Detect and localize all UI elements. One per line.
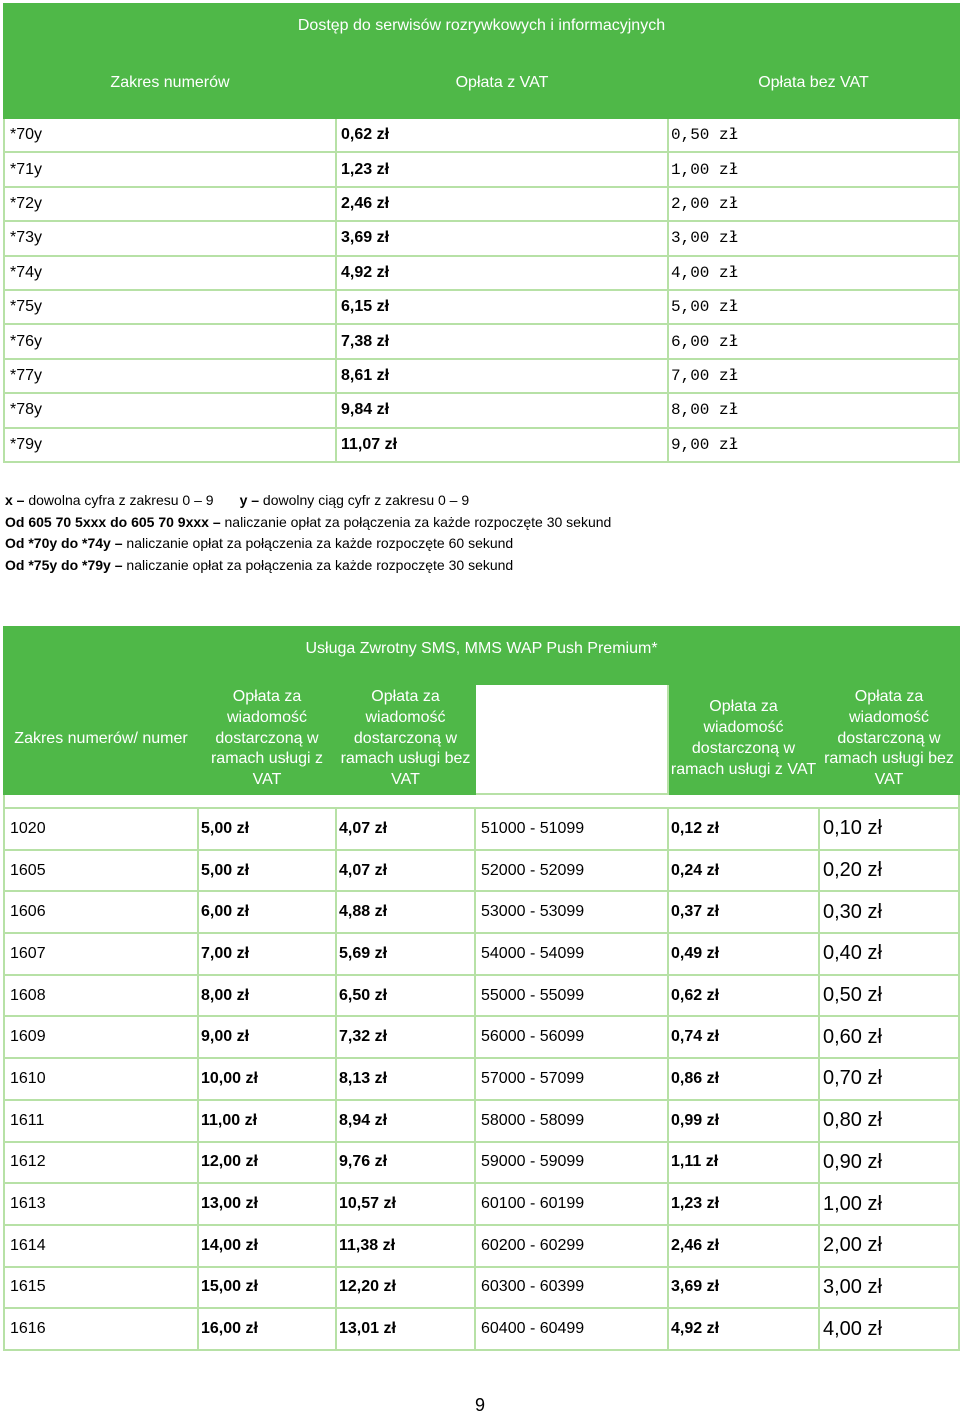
range-cell: 60400 - 60499 xyxy=(475,1308,668,1350)
price-net-cell: 3,00 zł xyxy=(819,1267,959,1309)
price-vat-cell: 0,74 zł xyxy=(668,1016,819,1058)
table-row xyxy=(4,1100,959,1142)
price-net-cell: 0,10 zł xyxy=(819,808,959,850)
price-vat-cell: 7,38 zł xyxy=(336,324,668,358)
note-label: Od *75y do *79y – xyxy=(5,556,123,573)
price-vat-cell: 0,12 zł xyxy=(668,808,819,850)
price-net-cell: 2,00 zł xyxy=(668,187,959,221)
price-vat-cell: 8,00 zł xyxy=(198,975,336,1017)
range-cell: *74y xyxy=(4,256,336,290)
price-vat-cell: 0,86 zł xyxy=(668,1058,819,1100)
table-row xyxy=(4,393,959,427)
note-x-label: x – xyxy=(5,492,25,508)
price-net-cell: 0,70 zł xyxy=(819,1058,959,1100)
price-net-cell: 0,20 zł xyxy=(819,850,959,892)
note-text: naliczanie opłat za połączenia za każde rozpoczęte 30 sekund xyxy=(220,513,612,530)
price-net-cell: 0,30 zł xyxy=(819,891,959,933)
table-row xyxy=(4,290,959,324)
price-vat-cell: 6,15 zł xyxy=(336,290,668,324)
table-row xyxy=(4,933,959,975)
number-cell: 1608 xyxy=(4,975,198,1017)
price-net-cell: 7,32 zł xyxy=(336,1016,475,1058)
note-text: naliczanie opłat za połączenia za każde rozpoczęte 30 sekund xyxy=(122,556,514,573)
price-net-cell: 5,00 zł xyxy=(668,290,959,324)
table2-header-spacer xyxy=(4,670,959,684)
price-net-cell: 2,00 zł xyxy=(819,1225,959,1267)
range-cell: 53000 - 53099 xyxy=(475,891,668,933)
note-label: Od *70y do *74y – xyxy=(5,535,123,551)
table2-title: Usługa Zwrotny SMS, MMS WAP Push Premium* xyxy=(4,627,959,670)
price-vat-cell: 1,23 zł xyxy=(336,152,668,186)
table-row xyxy=(4,808,959,850)
price-vat-cell: 9,00 zł xyxy=(198,1016,336,1058)
note-label: Od 605 70 5xxx do 605 70 9xxx – xyxy=(5,513,221,530)
note-y-label: y – xyxy=(239,492,260,508)
number-cell: 1615 xyxy=(4,1267,198,1309)
number-cell: 1610 xyxy=(4,1058,198,1100)
number-cell: 1020 xyxy=(4,808,198,850)
price-net-cell: 0,80 zł xyxy=(819,1100,959,1142)
table-row xyxy=(4,256,959,290)
range-cell: 51000 - 51099 xyxy=(475,808,668,850)
price-net-cell: 1,00 zł xyxy=(668,152,959,186)
range-cell: *73y xyxy=(4,221,336,255)
price-vat-cell: 0,49 zł xyxy=(668,933,819,975)
price-vat-cell: 0,62 zł xyxy=(668,975,819,1017)
range-cell: 52000 - 52099 xyxy=(475,850,668,892)
price-vat-cell: 2,46 zł xyxy=(336,187,668,221)
price-vat-cell: 3,69 zł xyxy=(336,221,668,255)
note-line xyxy=(5,533,955,555)
price-vat-cell: 0,99 zł xyxy=(668,1100,819,1142)
price-vat-cell: 3,69 zł xyxy=(668,1267,819,1309)
price-net-cell: 5,69 zł xyxy=(336,933,475,975)
price-vat-cell: 6,00 zł xyxy=(198,891,336,933)
price-vat-cell: 5,00 zł xyxy=(198,808,336,850)
price-net-cell: 13,01 zł xyxy=(336,1308,475,1350)
price-net-cell: 9,00 zł xyxy=(668,428,959,462)
price-net-cell: 4,00 zł xyxy=(819,1308,959,1350)
price-net-cell: 0,60 zł xyxy=(819,1016,959,1058)
entertainment-services-table xyxy=(3,3,960,463)
range-cell: *77y xyxy=(4,359,336,393)
table2-header-price-net-2: Opłata za wiadomość dostarczoną w ramach usługi bez VAT xyxy=(819,684,959,794)
price-net-cell: 12,20 zł xyxy=(336,1267,475,1309)
range-cell: 56000 - 56099 xyxy=(475,1016,668,1058)
price-net-cell: 6,50 zł xyxy=(336,975,475,1017)
premium-sms-table xyxy=(3,626,960,1351)
table-row xyxy=(4,152,959,186)
table-row xyxy=(4,1016,959,1058)
table-row xyxy=(4,1142,959,1184)
price-vat-cell: 13,00 zł xyxy=(198,1183,336,1225)
price-vat-cell: 7,00 zł xyxy=(198,933,336,975)
price-net-cell: 9,76 zł xyxy=(336,1142,475,1184)
price-vat-cell: 5,00 zł xyxy=(198,850,336,892)
range-cell: *71y xyxy=(4,152,336,186)
note-y-text: dowolny ciąg cyfr z zakresu 0 – 9 xyxy=(259,492,470,508)
price-vat-cell: 9,84 zł xyxy=(336,393,668,427)
table-row xyxy=(4,975,959,1017)
range-cell: 54000 - 54099 xyxy=(475,933,668,975)
price-vat-cell: 0,37 zł xyxy=(668,891,819,933)
price-vat-cell: 11,07 zł xyxy=(336,428,668,462)
price-vat-cell: 16,00 zł xyxy=(198,1308,336,1350)
table-row xyxy=(4,359,959,393)
price-vat-cell: 1,23 zł xyxy=(668,1183,819,1225)
number-cell: 1607 xyxy=(4,933,198,975)
number-cell: 1611 xyxy=(4,1100,198,1142)
page-number: 9 xyxy=(474,1395,485,1415)
price-net-cell: 0,50 zł xyxy=(819,975,959,1017)
note-x-text: dowolna cyfra z zakresu 0 – 9 xyxy=(24,492,214,508)
table2-spacer xyxy=(4,794,959,808)
pricing-notes xyxy=(5,490,955,576)
table1-header-range: Zakres numerów xyxy=(4,61,336,104)
table1-header-spacer xyxy=(4,104,959,118)
price-net-cell: 3,00 zł xyxy=(668,221,959,255)
range-cell: *78y xyxy=(4,393,336,427)
price-net-cell: 4,88 zł xyxy=(336,891,475,933)
table2-header-range-2: Zakres numerów/ numer xyxy=(475,684,668,794)
price-net-cell: 7,00 zł xyxy=(668,359,959,393)
number-cell: 1614 xyxy=(4,1225,198,1267)
price-vat-cell: 15,00 zł xyxy=(198,1267,336,1309)
range-cell: *70y xyxy=(4,118,336,152)
price-net-cell: 0,90 zł xyxy=(819,1142,959,1184)
table-row xyxy=(4,850,959,892)
table1-title: Dostęp do serwisów rozrywkowych i informacyjnych xyxy=(4,4,959,47)
table-row xyxy=(4,221,959,255)
table-row xyxy=(4,1183,959,1225)
price-net-cell: 4,07 zł xyxy=(336,850,475,892)
table1-header-price-vat: Opłata z VAT xyxy=(336,61,668,104)
price-vat-cell: 0,24 zł xyxy=(668,850,819,892)
number-cell: 1613 xyxy=(4,1183,198,1225)
table1-header-price-net: Opłata bez VAT xyxy=(668,61,959,104)
price-net-cell: 6,00 zł xyxy=(668,324,959,358)
table2-header-range: Zakres numerów/ numer xyxy=(4,684,198,794)
number-cell: 1616 xyxy=(4,1308,198,1350)
price-net-cell: 1,00 zł xyxy=(819,1183,959,1225)
table1-header-spacer xyxy=(4,47,959,61)
price-vat-cell: 11,00 zł xyxy=(198,1100,336,1142)
table-row xyxy=(4,1308,959,1350)
price-net-cell: 0,50 zł xyxy=(668,118,959,152)
price-vat-cell: 2,46 zł xyxy=(668,1225,819,1267)
table-row xyxy=(4,118,959,152)
note-line xyxy=(5,490,955,512)
price-net-cell: 11,38 zł xyxy=(336,1225,475,1267)
number-cell: 1606 xyxy=(4,891,198,933)
note-line xyxy=(5,512,955,534)
price-vat-cell: 4,92 zł xyxy=(668,1308,819,1350)
table1-body xyxy=(4,118,959,462)
range-cell: 60300 - 60399 xyxy=(475,1267,668,1309)
table2-body xyxy=(4,808,959,1350)
range-cell: *76y xyxy=(4,324,336,358)
range-cell: 58000 - 58099 xyxy=(475,1100,668,1142)
range-cell: 55000 - 55099 xyxy=(475,975,668,1017)
number-cell: 1605 xyxy=(4,850,198,892)
price-net-cell: 8,00 zł xyxy=(668,393,959,427)
price-vat-cell: 4,92 zł xyxy=(336,256,668,290)
price-vat-cell: 12,00 zł xyxy=(198,1142,336,1184)
table-row xyxy=(4,187,959,221)
range-cell: 60100 - 60199 xyxy=(475,1183,668,1225)
price-vat-cell: 10,00 zł xyxy=(198,1058,336,1100)
range-cell: 57000 - 57099 xyxy=(475,1058,668,1100)
price-vat-cell: 1,11 zł xyxy=(668,1142,819,1184)
range-cell: 59000 - 59099 xyxy=(475,1142,668,1184)
price-vat-cell: 0,62 zł xyxy=(336,118,668,152)
table-row xyxy=(4,1058,959,1100)
price-net-cell: 8,13 zł xyxy=(336,1058,475,1100)
table-row xyxy=(4,891,959,933)
note-text: naliczanie opłat za połączenia za każde rozpoczęte 60 sekund xyxy=(122,535,514,551)
number-cell: 1609 xyxy=(4,1016,198,1058)
table2-header-price-vat-2: Opłata za wiadomość dostarczoną w ramach usługi z VAT xyxy=(668,684,819,794)
price-net-cell: 4,00 zł xyxy=(668,256,959,290)
table-row xyxy=(4,428,959,462)
price-net-cell: 10,57 zł xyxy=(336,1183,475,1225)
price-vat-cell: 14,00 zł xyxy=(198,1225,336,1267)
table2-header-price-net: Opłata za wiadomość dostarczoną w ramach usługi bez VAT xyxy=(336,684,475,794)
price-net-cell: 8,94 zł xyxy=(336,1100,475,1142)
range-cell: 60200 - 60299 xyxy=(475,1225,668,1267)
table-row xyxy=(4,1225,959,1267)
price-vat-cell: 8,61 zł xyxy=(336,359,668,393)
price-net-cell: 4,07 zł xyxy=(336,808,475,850)
range-cell: *72y xyxy=(4,187,336,221)
table-row xyxy=(4,324,959,358)
table-row xyxy=(4,1267,959,1309)
range-cell: *75y xyxy=(4,290,336,324)
number-cell: 1612 xyxy=(4,1142,198,1184)
note-line xyxy=(5,555,955,577)
price-net-cell: 0,40 zł xyxy=(819,933,959,975)
table2-header-price-vat: Opłata za wiadomość dostarczoną w ramach usługi z VAT xyxy=(198,684,336,794)
range-cell: *79y xyxy=(4,428,336,462)
